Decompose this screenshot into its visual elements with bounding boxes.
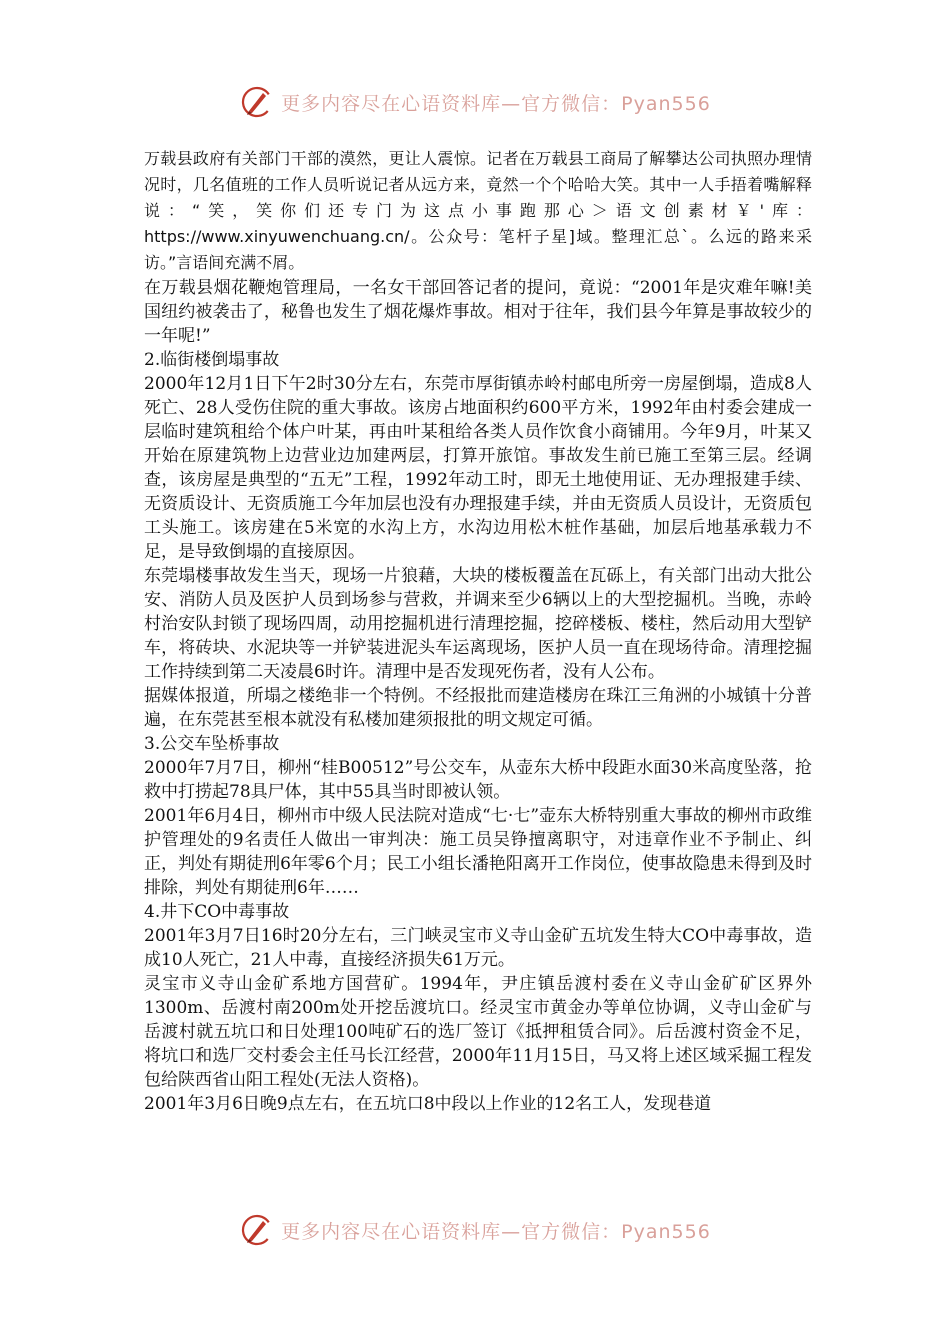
footer-watermark-text: 更多内容尽在心语资料库—官方微信：Pyan556: [281, 1220, 711, 1243]
paragraph: 据媒体报道，所塌之楼绝非一个特例。不经报批而建造楼房在珠江三角洲的小城镇十分普遍，在东莞甚至根本就没有私楼加建须报批的明文规定可循。: [144, 686, 812, 730]
footer-watermark: [0, 1208, 950, 1252]
document-body: [144, 146, 812, 1116]
paragraph: 灵宝市义寺山金矿系地方国营矿。1994年，尹庄镇岳渡村委在义寺山金矿矿区界外1300m、岳渡村南200m处开挖岳渡坑口。经灵宝市黄金办等单位协调，义寺山金矿与岳渡村就五坑口和日处理100吨矿石的选厂签订《抵押租赁合同》。后岳渡村资金不足，将坑口和选厂交村委会主任马长江经营，2000年11月15日，马又将上述区域采掘工程发包给陕西省山阳工程处(无法人资格)。: [144, 974, 812, 1090]
section-heading: 2.临街楼倒塌事故: [144, 350, 280, 370]
paragraph: 2001年3月6日晚9点左右，在五坑口8中段以上作业的12名工人，发现巷道: [144, 1094, 712, 1114]
intro-paragraph: 万载县政府有关部门干部的漠然，更让人震惊。记者在万载县工商局了解攀达公司执照办理情况时，几名值班的工作人员听说记者从远方来，竟然一个个哈哈大笑。其中一人手捂着嘴解释说：“笑，笑你们还专门为这点小事跑那心＞语文创素材￥'库：https://www.xinyuwenchuang.cn/。公众号：笔杆子星]域。整理汇总`。么远的路来采访。”言语间充满不屑。: [144, 149, 812, 272]
paragraph: 在万载县烟花鞭炮管理局，一名女干部回答记者的提问，竟说：“2001年是灾难年嘛!美国纽约被袭击了，秘鲁也发生了烟花爆炸事故。相对于往年，我们县今年算是事故较少的一年呢!”: [144, 278, 812, 346]
header-watermark-text: 更多内容尽在心语资料库—官方微信：Pyan556: [281, 92, 711, 115]
paragraph: 2001年6月4日，柳州市中级人民法院对造成“七·七”壶东大桥特别重大事故的柳州市政维护管理处的9名责任人做出一审判决：施工员吴铮擅离职守，对违章作业不予制止、纠正，判处有期徒刑6年零6个月；民工小组长潘艳阳离开工作岗位，使事故隐患未得到及时排除，判处有期徒刑6年……: [144, 806, 812, 898]
paragraph: 东莞塌楼事故发生当天，现场一片狼藉，大块的楼板覆盖在瓦砾上，有关部门出动大批公安、消防人员及医护人员到场参与营救，并调来至少6辆以上的大型挖掘机。当晚，赤岭村治安队封锁了现场四周，动用挖掘机进行清理挖掘，挖碎楼板、楼柱，然后动用大型铲车，将砖块、水泥块等一并铲装进泥头车运离现场，医护人员一直在现场待命。清理挖掘工作持续到第二天凌晨6时许。清理中是否发现死伤者，没有人公布。: [144, 566, 812, 682]
header-watermark: [0, 80, 950, 124]
paragraph: 2000年7月7日，柳州“桂B00512”号公交车，从壶东大桥中段距水面30米高度坠落，抢救中打捞起78具尸体，其中55具当时即被认领。: [144, 758, 812, 802]
section-heading: 4.井下CO中毒事故: [144, 902, 290, 922]
pen-logo-icon: [239, 84, 275, 120]
paragraph: 2000年12月1日下午2时30分左右，东莞市厚街镇赤岭村邮电所旁一房屋倒塌，造成8人死亡、28人受伤住院的重大事故。该房占地面积约600平方米，1992年由村委会建成一层临时建筑租给个体户叶某，再由叶某租给各类人员作饮食小商铺用。今年9月，叶某又开始在原建筑物上边营业边加建两层，打算开旅馆。事故发生前已施工至第三层。经调查，该房屋是典型的“五无”工程，1992年动工时，即无土地使用证、无办理报建手续、无资质设计、无资质施工今年加层也没有办理报建手续，并由无资质人员设计，无资质包工头施工。该房建在5米宽的水沟上方，水沟边用松木桩作基础，加层后地基承载力不足，是导致倒塌的直接原因。: [144, 374, 812, 562]
pen-logo-icon: [239, 1212, 275, 1248]
paragraph: 2001年3月7日16时20分左右，三门峡灵宝市义寺山金矿五坑发生特大CO中毒事故，造成10人死亡，21人中毒，直接经济损失61万元。: [144, 926, 812, 970]
section-heading: 3.公交车坠桥事故: [144, 734, 280, 754]
